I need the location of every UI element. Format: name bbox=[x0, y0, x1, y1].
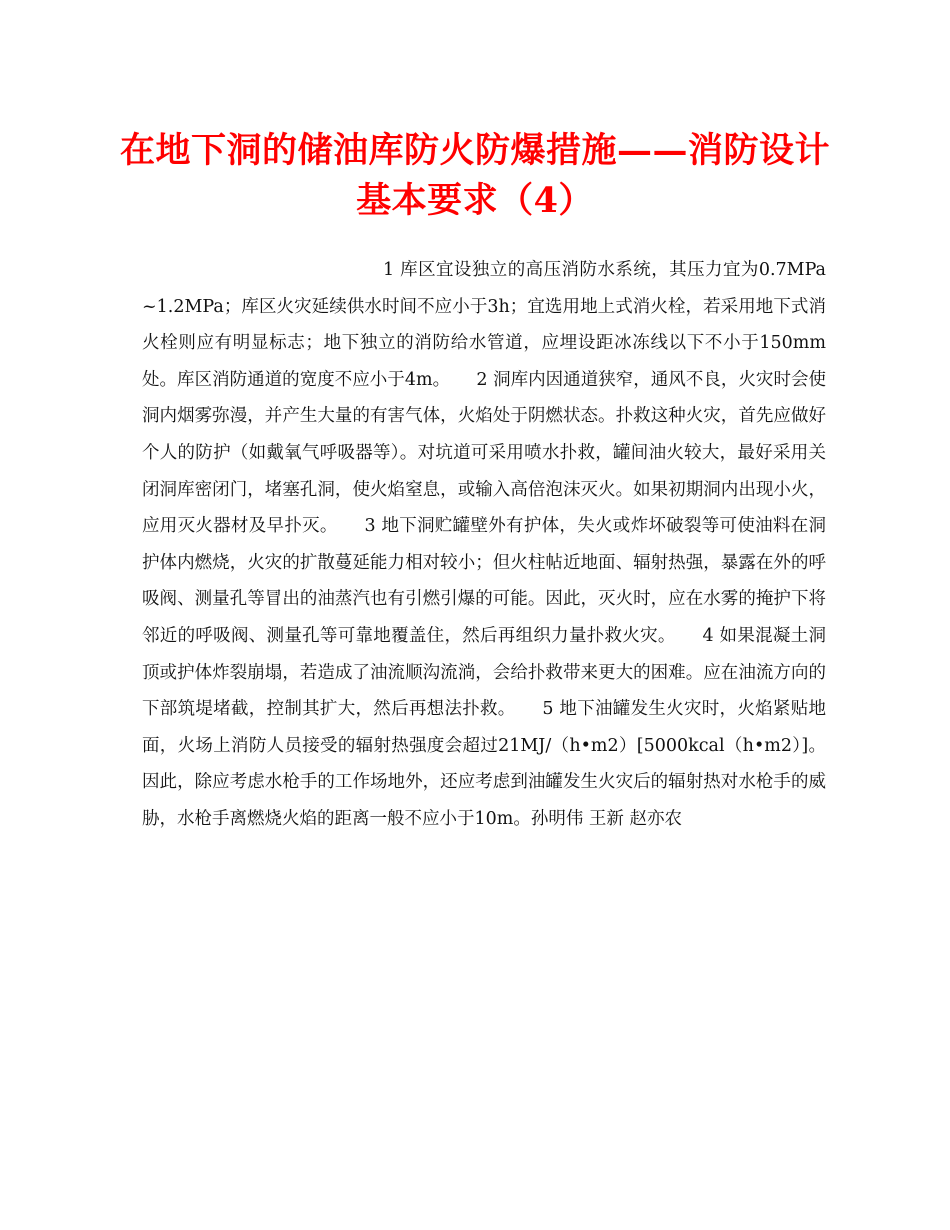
document-body: 1 库区宜设独立的高压消防水系统，其压力宜为0.7MPa~1.2MPa；库区火灾延续供水时间不应小于3h；宜选用地上式消火栓，若采用地下式消火栓则应有明显标志；地下独立的消防给水管道，应埋设距冰冻线以下不小于150mm处。库区消防通道的宽度不应小于4m。 2 洞库内因通道狭窄，通风不良，火灾时会使洞内烟雾弥漫，并产生大量的有害气体，火焰处于阴燃状态。扑救这种火灾，首先应做好个人的防护（如戴氧气呼吸器等）。对坑道可采用喷水扑救，罐间油火较大，最好采用关闭洞库密闭门，堵塞孔洞，使火焰窒息，或输入高倍泡沫灭火。如果初期洞内出现小火，应用灭火器材及早扑灭。 3 地下洞贮罐壁外有护体，失火或炸坏破裂等可使油料在洞护体内燃烧，火灾的扩散蔓延能力相对较小；但火柱帖近地面、辐射热强，暴露在外的呼吸阀、测量孔等冒出的油蒸汽也有引燃引爆的可能。因此，灭火时，应在水雾的掩护下将邻近的呼吸阀、测量孔等可靠地覆盖住，然后再组织力量扑救火灾。 4 如果混凝土洞顶或护体炸裂崩塌，若造成了油流顺沟流淌，会给扑救带来更大的困难。应在油流方向的下部筑堤堵截，控制其扩大，然后再想法扑救。 5 地下油罐发生火灾时，火焰紧贴地面，火场上消防人员接受的辐射热强度会超过21MJ/（h•m2）[5000kcal（h•m2）]。因此，除应考虑水枪手的工作场地外，还应考虑到油罐发生火灾后的辐射热对水枪手的威胁，水枪手离燃烧火焰的距离一般不应小于10m。孙明伟 王新 赵亦农 bbox=[142, 260, 826, 829]
document-title: 在地下洞的储油库防火防爆措施——消防设计基本要求（4） bbox=[120, 130, 831, 221]
